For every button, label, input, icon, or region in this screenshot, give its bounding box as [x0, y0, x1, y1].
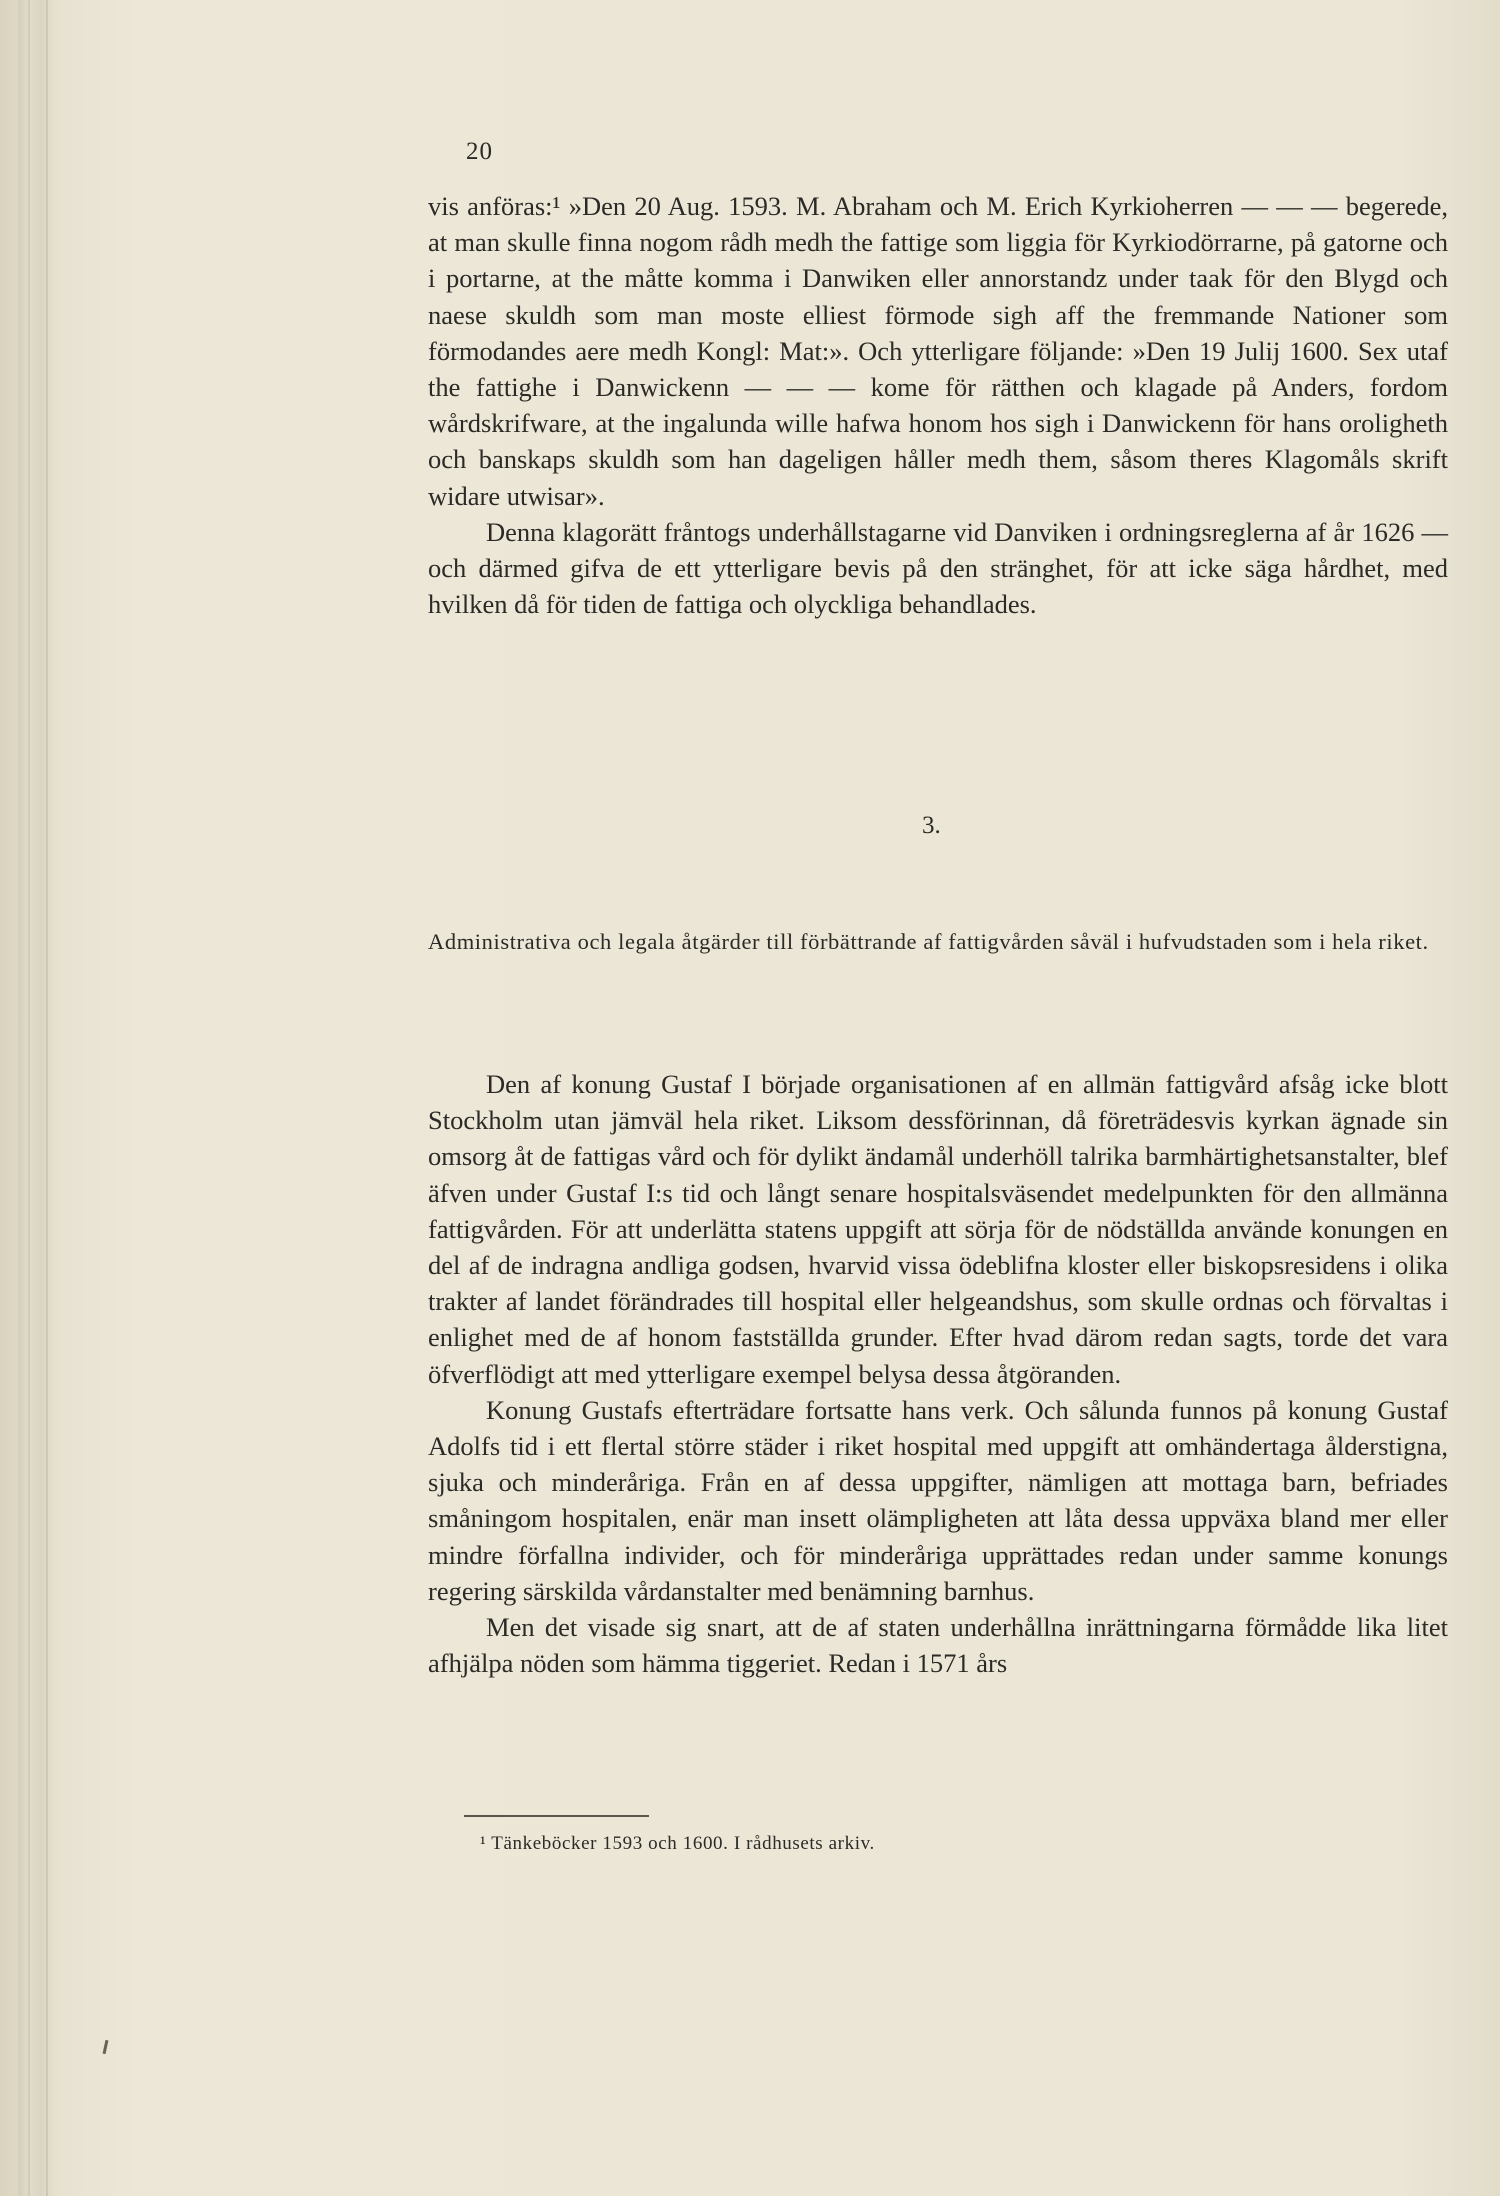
paragraph: Konung Gustafs efterträdare fortsatte hans verk. Och sålunda funnos på konung Gustaf Adolfs tid i ett flertal större städer i riket hospital med uppgift att omhändertaga ålderstigna, sjuka och minderåriga. Från en af dessa uppgifter, nämligen att mottaga barn, befriades småningom hospitalen, enär man insett olämpligheten att låta dessa uppväxa bland mer eller mindre förfallna individer, och för minderåriga upprättades redan under samme konungs regering särskilda vårdanstalter med benämning barnhus.: [428, 1394, 1448, 1606]
paragraph: Den af konung Gustaf I började organisationen af en allmän fattigvård afsåg icke blott Stockholm utan jämväl hela riket. Liksom dessförinnan, då företrädesvis kyrkan ägnade sin omsorg åt de fattigas vård och för dylikt ändamål underhöll talrika barmhärtighetsanstalter, blef äfven under Gustaf I:s tid och långt senare hospitalsväsendet medelpunkten för den allmänna fattigvården. För att underlätta statens uppgift att sörja för de nödställda använde konungen en del af de indragna andliga godsen, hvarvid vissa ödeblifna kloster eller biskopsresidens i olika trakter af landet förändrades till hospital eller helgeandshus, som skulle ordnas och förvaltas i enlighet med de af honom fastställda grunder. Efter hvad därom redan sagts, torde det vara öfverflödigt att med ytterligare exempel belysa dessa åtgöranden.: [428, 1069, 1448, 1389]
book-binding-edge: [18, 0, 56, 2196]
section-number: 3.: [922, 812, 941, 839]
paragraph: vis anföras:¹ »Den 20 Aug. 1593. M. Abraham och M. Erich Kyrkioherren — — — begerede, at man skulle finna nogom rådh medh the fattige som liggia för Kyrkiodörrarne, på gatorne och i portarne, at the måtte komma i Danwiken eller annorstandz under taak för den Blygd och naese skuldh som man moste elliest förmode sigh aff the fremmande Nationer som förmodandes aere medh Kongl: Mat:». Och ytterligare följande: »Den 19 Julij 1600. Sex utaf the fattighe i Danwickenn — — — kome för rätthen och klagade på Anders, fordom wårdskrifware, at the ingalunda wille hafwa honom hos sigh i Danwickenn för hans oroligheth och banskaps skuldh som han dageligen håller medh them, såsom theres Klagomåls skrift widare utwisar».: [428, 191, 1448, 511]
footnote-divider: [464, 1815, 649, 1817]
section-heading: Administrativa och legala åtgärder till förbättrande af fattigvården såväl i hufvudstaden som i hela riket.: [428, 929, 1429, 954]
body-text-upper: [428, 188, 1448, 622]
paragraph: Denna klagorätt fråntogs underhållstagarne vid Danviken i ordningsreglerna af år 1626 — och därmed gifva de ett ytterligare bevis på den stränghet, för att icke säga hårdhet, med hvilken då för tiden de fattiga och olyckliga behandlades.: [428, 516, 1448, 620]
page-number: 20: [466, 138, 493, 165]
footnote: ¹ Tänkeböcker 1593 och 1600. I rådhusets arkiv.: [480, 1833, 875, 1854]
body-text-lower: [428, 1066, 1448, 1681]
margin-mark: [103, 2040, 109, 2054]
paragraph: Men det visade sig snart, att de af staten underhållna inrättningarna förmådde lika litet afhjälpa nöden som hämma tiggeriet. Redan i 1571 års: [428, 1612, 1448, 1679]
